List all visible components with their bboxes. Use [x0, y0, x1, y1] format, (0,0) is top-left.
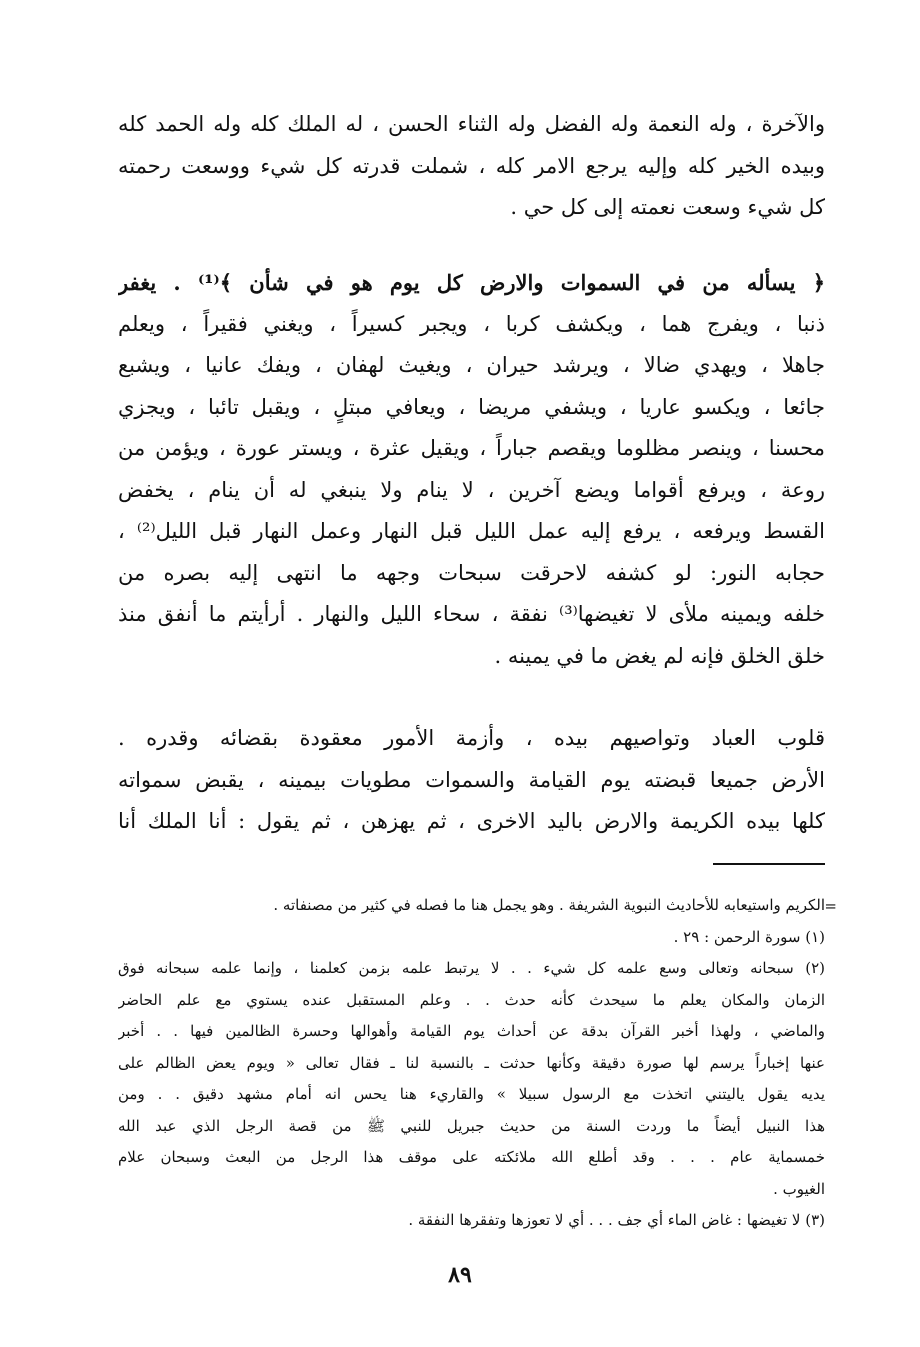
text-line: قلوب العباد وتواصيهم بيده ، وأزمة الأمور معقودة بقضائه وقدره .	[118, 726, 825, 750]
text-line: خلفه ويمينه ملأى لا تغيضها⁽³⁾ نفقة ، سحاء الليل والنهار . أرأيتم ما أنفق منذ	[118, 602, 825, 626]
text-line: خلق الخلق فإنه لم يغض ما في يمينه .	[494, 643, 825, 668]
text-line: جاهلا ، ويهدي ضالا ، ويرشد حيران ، ويغيث لهفان ، ويفك عانيا ، ويشبع	[118, 353, 825, 377]
footnote-line: (٢) سبحانه وتعالى وسع علمه كل شيء . . لا يرتبط علمه بزمن كعلمنا ، وإنما علمه سبحانه فوق	[118, 959, 825, 977]
footnote-line: والماضي ، ولهذا أخبر القرآن بدقة عن أحداث يوم القيامة وأهوالها وحسرة الظالمين فيها . . أخبر	[118, 1022, 825, 1040]
text-line: حجابه النور: لو كشفه لاحرقت سبحات وجهه ما انتهى إليه بصره من	[118, 560, 825, 585]
paragraph-3	[118, 718, 825, 843]
paragraph-1	[118, 104, 825, 229]
text-line: روعة ، ويرفع أقواما ويضع آخرين ، لا ينام ولا ينبغي له أن ينام ، يخفض	[118, 477, 825, 502]
text-line: القسط ويرفعه ، يرفع إليه عمل الليل قبل النهار وعمل النهار قبل الليل⁽²⁾ ،	[118, 519, 825, 543]
page-number: ٨٩	[448, 1262, 472, 1288]
text-line: وبيده الخير كله وإليه يرجع الامر كله ، شملت قدرته كل شيء ووسعت رحمته	[118, 153, 825, 178]
footnote-line: (١) سورة الرحمن : ٢٩ .	[673, 927, 825, 946]
footnote-line: عنها إخباراً يرسم لها صورة دقيقة وكأنها حدثت ـ بالنسبة لنا ـ فقال تعالى « ويوم يعض الظالم على	[118, 1053, 825, 1072]
text-line: كلها بيده الكريمة والارض باليد الاخرى ، ثم يهزهن ، ثم يقول : أنا الملك أنا	[118, 809, 825, 833]
footnote-separator	[713, 863, 825, 865]
footnote-continuation-mark: =	[824, 897, 837, 915]
footnote-line: الزمان والمكان يعلم ما سيحدث كأنه حدث . . وعلم المستقبل عنده يستوي مع علم الحاضر	[118, 990, 825, 1009]
text-line: محسنا ، وينصر مظلوما ويقصم جباراً ، ويقيل عثرة ، ويستر عورة ، ويؤمن من	[118, 436, 825, 460]
footnote-line: هذا النبيل أيضاً ما وردت السنة من حديث جبريل للنبي ﷺ من قصة الرجل الذي عبد الله	[118, 1116, 825, 1135]
text-line: جائعا ، ويكسو عاريا ، ويشفي مريضا ، ويعافي مبتلٍ ، ويقبل تائبا ، ويجزي	[118, 394, 825, 419]
footnote-line: (٣) لا تغيضها : غاض الماء أي جف . . . أي لا تعوزها وتفقرها النفقة .	[408, 1211, 825, 1229]
paragraph-2	[118, 262, 825, 677]
footnotes	[118, 890, 825, 1237]
footnote-line: يديه يقول ياليتني اتخذت مع الرسول سبيلا » والقاريء هنا يحس انه أمام مشهد دقيق . . ومن	[118, 1085, 825, 1103]
text-line: ذنبا ، ويفرج هما ، ويكشف كربا ، ويجبر كسيراً ، ويغني فقيراً ، ويعلم	[118, 311, 825, 336]
text-line: الأرض جميعا قبضته يوم القيامة والسموات مطويات بيمينه ، يقبض سمواته	[118, 767, 825, 792]
footnote-line: الكريم واستيعابه للأحاديث النبوية الشريفة . وهو يجمل هنا ما فصله في كثير من مصنفاته .	[273, 896, 825, 914]
footnote-line: خمسماية عام . . . وقد أطلع الله ملائكته على موقف هذا الرجل من البعث وسبحان علام	[118, 1148, 825, 1166]
footnote-line: الغيوب .	[773, 1179, 825, 1198]
text-line: والآخرة ، وله النعمة وله الفضل وله الثناء الحسن ، له الملك كله وله الحمد كله	[118, 112, 825, 136]
quran-verse-line: ﴿ يسأله من في السموات والارض كل يوم هو في شأن ﴾⁽¹⁾ . يغفر	[118, 270, 825, 295]
text-line: كل شيء وسعت نعمته إلى كل حي .	[510, 195, 825, 219]
